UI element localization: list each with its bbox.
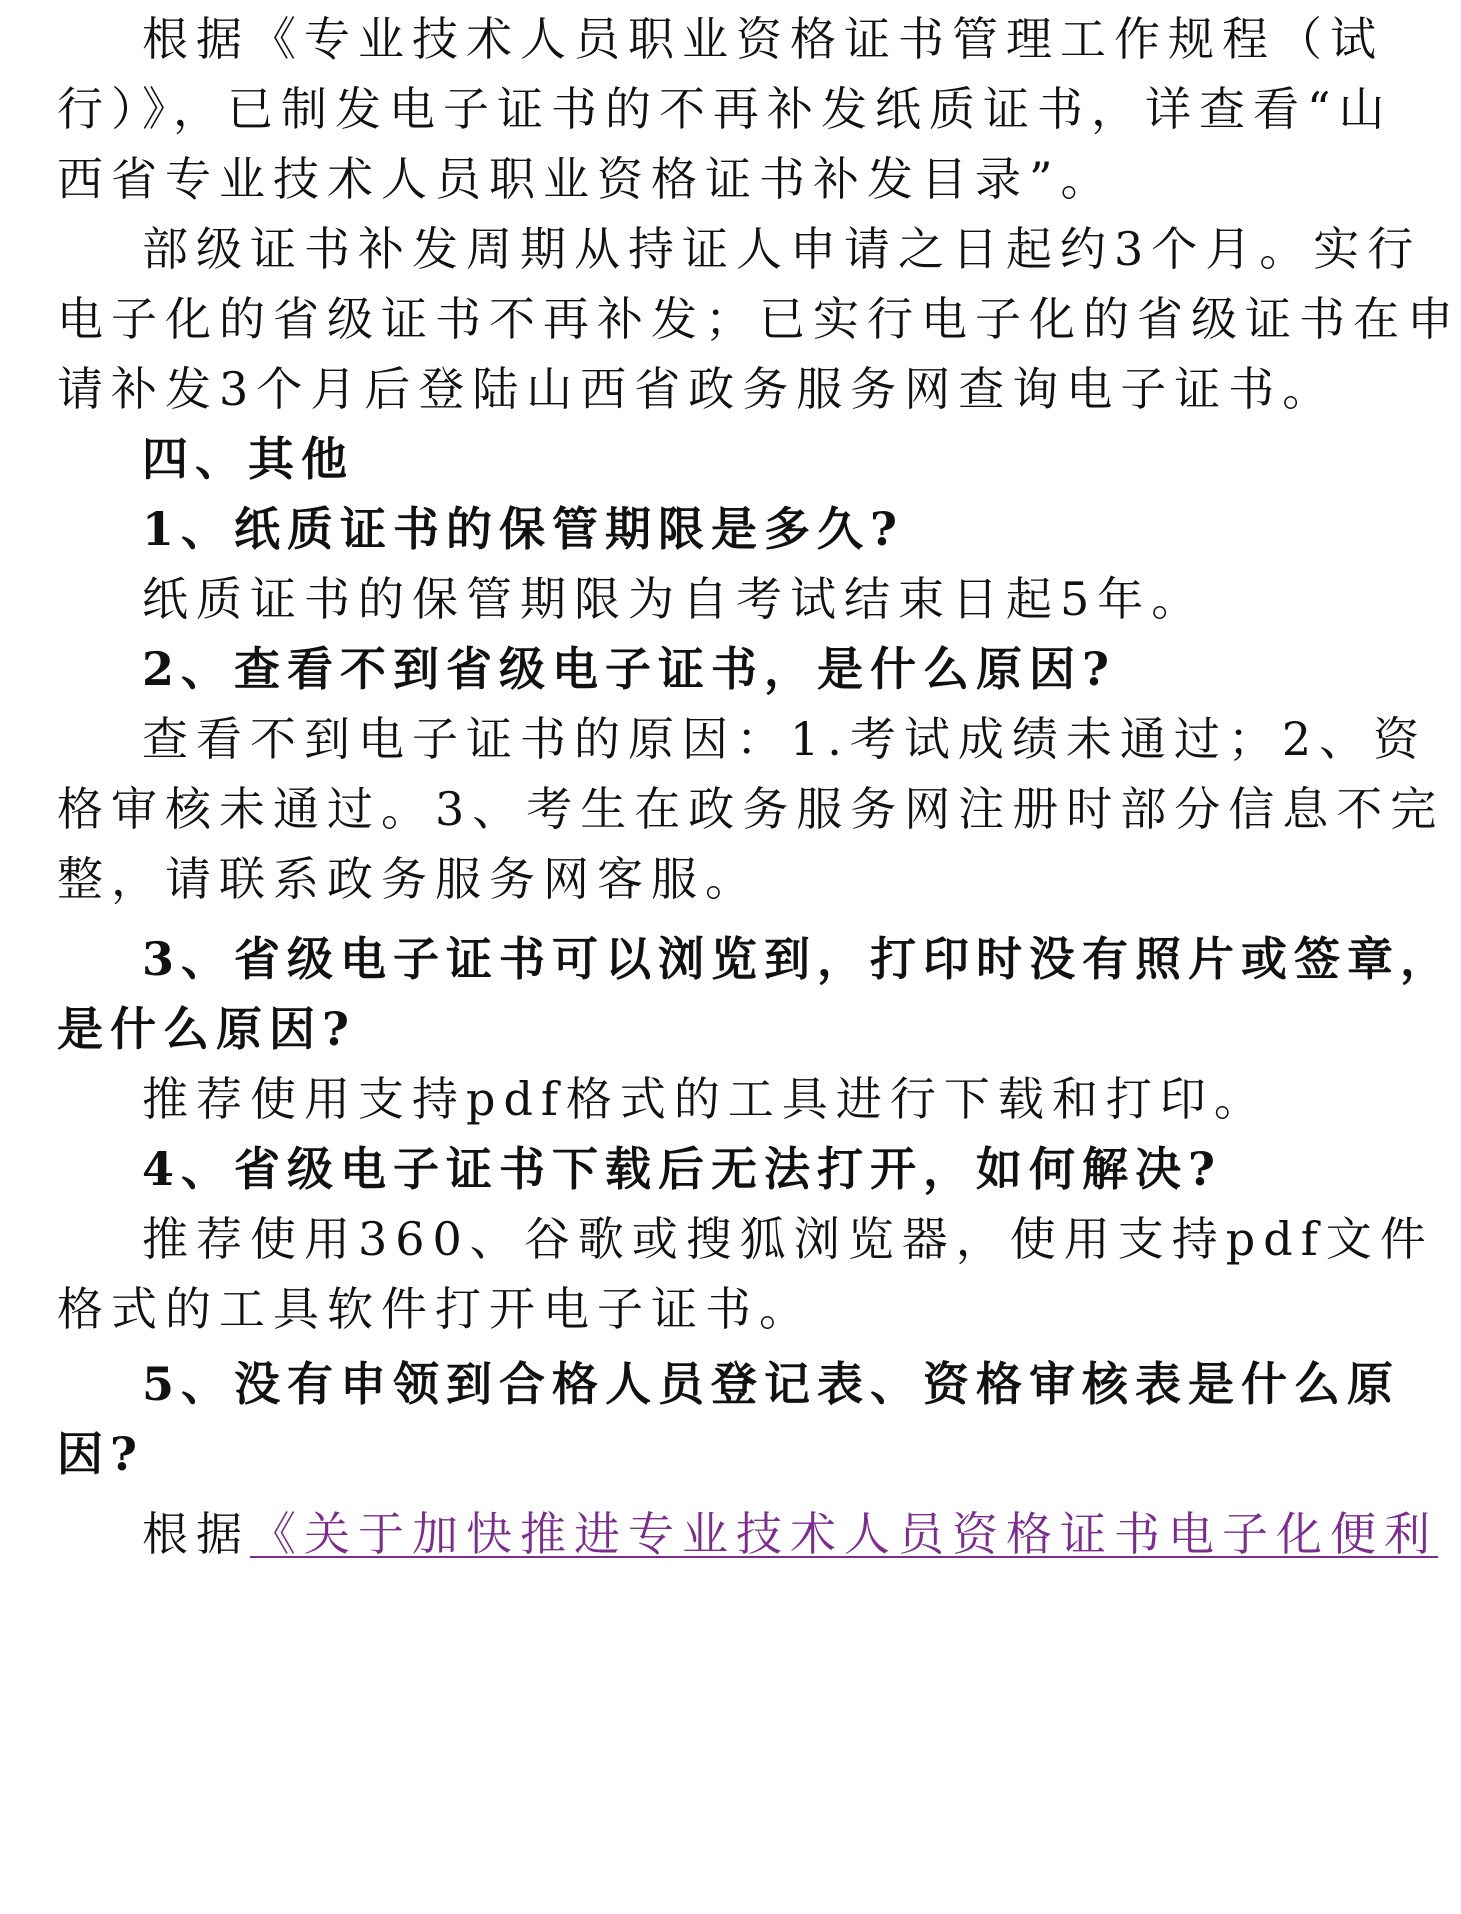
question-heading: 是什么原因?: [57, 1002, 356, 1056]
section-heading: 四、其他: [142, 432, 354, 486]
paragraph-line: 电子化的省级证书不再补发；已实行电子化的省级证书在申: [57, 292, 1461, 346]
answer-line: 推荐使用360、谷歌或搜狐浏览器，使用支持pdf文件: [142, 1212, 1434, 1266]
paragraph-line: 根据《专业技术人员职业资格证书管理工作规程（试: [142, 12, 1384, 66]
question-heading: 5、没有申领到合格人员登记表、资格审核表是什么原: [142, 1357, 1401, 1411]
answer-line: 推荐使用支持pdf格式的工具进行下载和打印。: [142, 1072, 1268, 1126]
paragraph-line: 请补发3个月后登陆山西省政务服务网查询电子证书。: [57, 362, 1337, 416]
answer-line: 格式的工具软件打开电子证书。: [57, 1282, 813, 1336]
policy-document-link[interactable]: 《关于加快推进专业技术人员资格证书电子化便利: [250, 1507, 1438, 1561]
paragraph-line: 部级证书补发周期从持证人申请之日起约3个月。实行: [142, 222, 1422, 276]
question-heading: 1、纸质证书的保管期限是多久?: [142, 502, 904, 556]
question-heading: 3、省级电子证书可以浏览到，打印时没有照片或签章，: [142, 932, 1454, 986]
paragraph-line: 行）》，已制发电子证书的不再补发纸质证书，详查看“山: [57, 82, 1393, 136]
question-heading: 4、省级电子证书下载后无法打开，如何解决?: [142, 1142, 1222, 1196]
answer-line: 纸质证书的保管期限为自考试结束日起5年。: [142, 572, 1206, 626]
paragraph-line: 西省专业技术人员职业资格证书补发目录”。: [57, 152, 1115, 206]
answer-line: 格审核未通过。3、考生在政务服务网注册时部分信息不完: [57, 782, 1445, 836]
answer-line: [142, 1503, 1438, 1565]
question-heading: 2、查看不到省级电子证书，是什么原因?: [142, 642, 1116, 696]
answer-prefix: 根据: [142, 1507, 250, 1561]
question-heading: 因?: [57, 1427, 144, 1481]
answer-line: 查看不到电子证书的原因：1.考试成绩未通过；2、资: [142, 712, 1428, 766]
answer-line: 整，请联系政务服务网客服。: [57, 852, 759, 906]
